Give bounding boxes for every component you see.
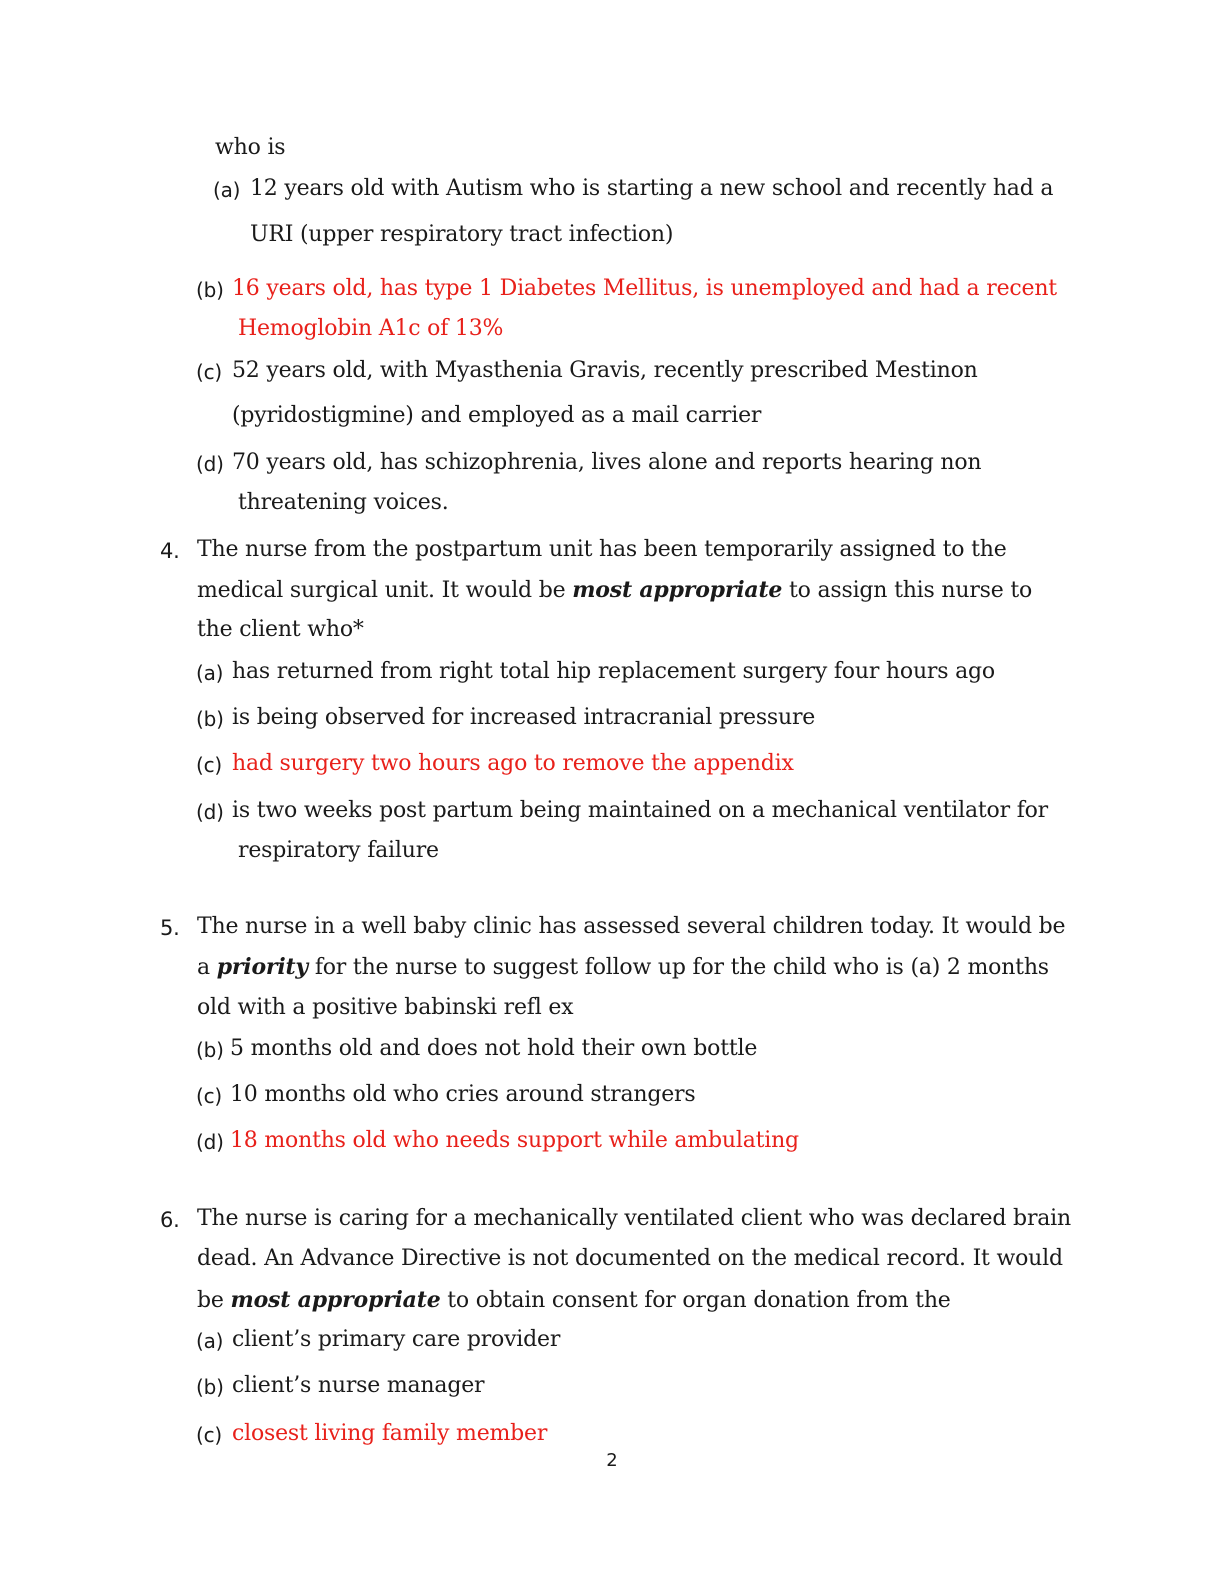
q6-option-b-label: (b) [196, 1375, 224, 1399]
q4-option-b-label: (b) [196, 707, 224, 731]
q3-option-a-line1: 12 years old with Autism who is starting a new school and recently had a [250, 176, 1054, 201]
q4-option-b-text: is being observed for increased intracranial pressure [232, 705, 816, 730]
q3-option-c-line1: 52 years old, with Myasthenia Gravis, recently prescribed Mestinon [232, 358, 978, 383]
q3-stem-end: who is [215, 135, 286, 160]
q3-option-a-label: (a) [213, 178, 241, 202]
q6-stem-line1: The nurse is caring for a mechanically ventilated client who was declared brain [197, 1206, 1071, 1231]
q4-number: 4. [160, 539, 180, 563]
q5-option-d-text: 18 months old who needs support while ambulating [230, 1128, 799, 1153]
q5-number: 5. [160, 916, 180, 940]
q3-option-b-line2: Hemoglobin A1c of 13% [238, 316, 504, 341]
q4-option-d-line1: is two weeks post partum being maintained on a mechanical ventilator for [232, 798, 1048, 823]
q6-stem-line2: dead. An Advance Directive is not documented on the medical record. It would [197, 1246, 1063, 1271]
q3-option-d-line2: threatening voices. [238, 490, 449, 515]
q4-emphasis: most appropriate [572, 577, 783, 603]
q3-option-d-label: (d) [196, 452, 224, 476]
q3-option-a-line2: URI (upper respiratory tract infection) [250, 222, 674, 247]
q4-stem-line1: The nurse from the postpartum unit has been temporarily assigned to the [197, 537, 1007, 562]
q4-option-d-label: (d) [196, 800, 224, 824]
q5-stem-line2: a priority for the nurse to suggest follow up for the child who is (a) 2 months [197, 954, 1049, 980]
q4-option-d-line2: respiratory failure [238, 838, 439, 863]
q5-option-d-label: (d) [196, 1130, 224, 1154]
q6-number: 6. [160, 1208, 180, 1232]
q6-stem-line3: be most appropriate to obtain consent for organ donation from the [197, 1287, 951, 1313]
q6-option-a-label: (a) [196, 1329, 224, 1353]
q3-option-c-label: (c) [196, 360, 223, 384]
q3-option-c-line2: (pyridostigmine) and employed as a mail carrier [232, 403, 762, 428]
q5-option-b-text: 5 months old and does not hold their own bottle [230, 1036, 758, 1061]
page-number: 2 [606, 1450, 618, 1471]
q5-emphasis: priority [216, 954, 309, 980]
q4-option-c-text: had surgery two hours ago to remove the appendix [232, 751, 794, 776]
q4-option-a-label: (a) [196, 661, 224, 685]
q4-stem-line2: medical surgical unit. It would be most appropriate to assign this nurse to [197, 577, 1033, 603]
q5-option-c-text: 10 months old who cries around strangers [230, 1082, 696, 1107]
q4-option-a-text: has returned from right total hip replacement surgery four hours ago [232, 659, 995, 684]
q4-option-c-label: (c) [196, 753, 223, 777]
q3-option-d-line1: 70 years old, has schizophrenia, lives alone and reports hearing non [232, 450, 982, 475]
q5-option-b-label: (b) [196, 1038, 224, 1062]
q6-option-c-text: closest living family member [232, 1421, 548, 1446]
q5-stem-line3: old with a positive babinski refl ex [197, 995, 574, 1020]
q3-option-b-line1: 16 years old, has type 1 Diabetes Mellitus, is unemployed and had a recent [232, 276, 1057, 301]
q6-emphasis: most appropriate [230, 1287, 441, 1313]
q6-option-c-label: (c) [196, 1423, 223, 1447]
q6-option-b-text: client’s nurse manager [232, 1373, 485, 1398]
q5-stem-line1: The nurse in a well baby clinic has assessed several children today. It would be [197, 914, 1066, 939]
q5-option-c-label: (c) [196, 1084, 223, 1108]
q6-option-a-text: client’s primary care provider [232, 1327, 561, 1352]
q3-option-b-label: (b) [196, 278, 224, 302]
q4-stem-line3: the client who* [197, 617, 364, 642]
